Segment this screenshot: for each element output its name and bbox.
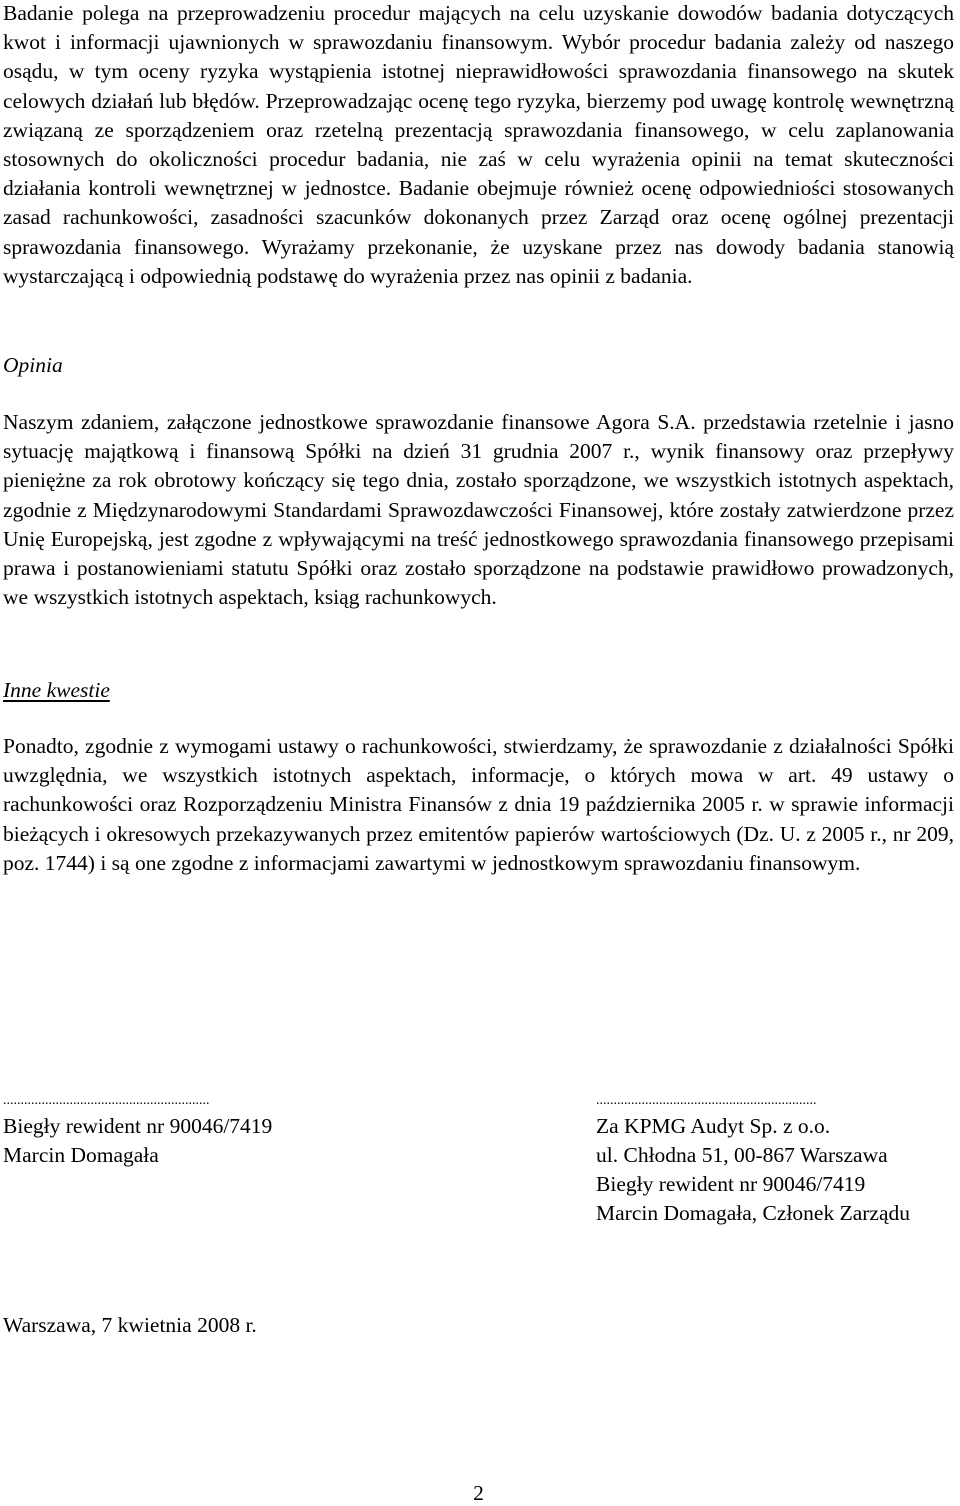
paragraph-audit-procedures: Badanie polega na przeprowadzeniu procedur mających na celu uzyskanie dowodów badania dotyczących kwot i informacji ujawnionych w sprawozdaniu finansowym. Wybór procedur badania zależy od naszego osądu, w tym oceny ryzyka wystąpienia istotnej nieprawidłowości sprawozdania finansowego na skutek celowych działań lub błędów. Przeprowadzając ocenę tego ryzyka, bierzemy pod uwagę kontrolę wewnętrzną związaną ze sporządzeniem oraz rzetelną prezentacją sprawozdania finansowego, w celu zaplanowania stosownych do okoliczności procedur badania, nie zaś w celu wyrażenia opinii na temat skuteczności działania kontroli wewnętrznej w jednostce. Badanie obejmuje również ocenę odpowiedniości stosowanych zasad rachunkowości, zasadności szacunków dokonanych przez Zarząd oraz ocenę ogólnej prezentacji sprawozdania finansowego. Wyrażamy przekonanie, że uzyskane przez nas dowody badania stanowią wystarczającą i odpowiednią podstawę do wyrażenia przez nas opinii z badania. — [3, 1, 954, 288]
signature-block-auditor — [3, 1090, 423, 1170]
firm-name: Za KPMG Audyt Sp. z o.o. — [596, 1114, 831, 1138]
firm-auditor-registration: Biegły rewident nr 90046/7419 — [596, 1172, 866, 1196]
page-number: 2 — [473, 1481, 484, 1505]
auditor-name: Marcin Domagała — [3, 1143, 159, 1167]
heading-inne-kwestie: Inne kwestie — [3, 678, 110, 702]
signature-line: ........................................................... — [3, 1093, 210, 1108]
paragraph-inne-kwestie: Ponadto, zgodnie z wymogami ustawy o rachunkowości, stwierdzamy, że sprawozdanie z działalności Spółki uwzględnia, we wszystkich istotnych aspektach, informacje, o których mowa w art. 49 ustawy o rachunkowości oraz Rozporządzeniu Ministra Finansów z dnia 19 października 2005 r. w sprawie informacji bieżących i okresowych przekazywanych przez emitentów papierów wartościowych (Dz. U. z 2005 r., nr 209, poz. 1744) i są one zgodne z informacjami zawartymi w jednostkowym sprawozdaniu finansowym. — [3, 734, 954, 875]
firm-address: ul. Chłodna 51, 00-867 Warszawa — [596, 1143, 888, 1167]
paragraph-opinia: Naszym zdaniem, załączone jednostkowe sprawozdanie finansowe Agora S.A. przedstawia rzetelnie i jasno sytuację majątkową i finansową Spółki na dzień 31 grudnia 2007 r., wynik finansowy oraz przepływy pieniężne za rok obrotowy kończący się tego dnia, zostało sporządzone, we wszystkich istotnych aspektach, zgodnie z Międzynarodowymi Standardami Sprawozdawczości Finansowej, które zostały zatwierdzone przez Unię Europejską, jest zgodne z wpływającymi na treść jednostkowego sprawozdania finansowego przepisami prawa i postanowieniami statutu Spółki oraz zostało sporządzone na podstawie prawidłowo prowadzonych, we wszystkich istotnych aspektach, ksiąg rachunkowych. — [3, 410, 954, 610]
firm-signatory: Marcin Domagała, Członek Zarządu — [596, 1201, 911, 1225]
heading-opinia: Opinia — [3, 353, 63, 377]
place-and-date: Warszawa, 7 kwietnia 2008 r. — [3, 1313, 257, 1337]
document-page — [3, 0, 954, 1504]
signature-block-firm — [596, 1090, 956, 1228]
signature-line: ............................................................... — [596, 1093, 817, 1108]
auditor-registration: Biegły rewident nr 90046/7419 — [3, 1114, 273, 1138]
